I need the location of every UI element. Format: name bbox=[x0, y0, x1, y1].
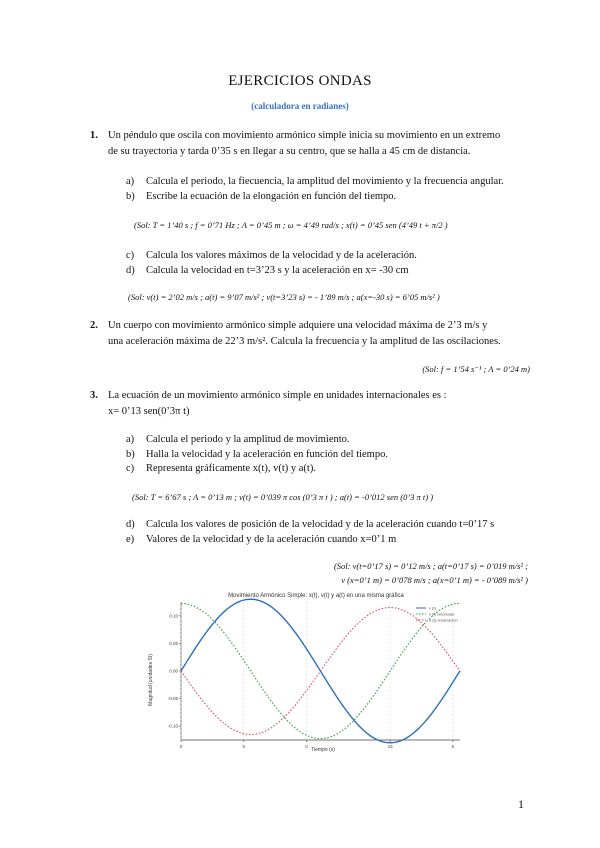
page-title: EJERCICIOS ONDAS bbox=[228, 73, 372, 89]
exercise-1-number: 1. bbox=[90, 130, 98, 141]
exercise-2-solution: (Sol: f = 1’54 s⁻¹ ; A = 0’24 m) bbox=[422, 364, 530, 374]
exercise-2-number: 2. bbox=[90, 320, 98, 331]
chart-ylabel: Magnitud (unidades SI) bbox=[148, 654, 154, 706]
legend-label: x (t) bbox=[429, 605, 436, 611]
exercise-3-line-1: La ecuación de un movimiento armónico simple en unidades internacionales es : bbox=[108, 390, 447, 401]
y-tick-label: -0.10 bbox=[167, 723, 178, 729]
y-tick-label: -0.05 bbox=[167, 696, 178, 702]
exercise-2-line-1: Un cuerpo con movimiento armónico simple adquiere una velocidad máxima de 2’3 m/s y bbox=[108, 320, 488, 331]
chart-title: Movimiento Armónico Simple: x(t), v(t) y a(t) en una misma gráfica bbox=[228, 593, 404, 599]
exercise-2-line-2: una aceleración máxima de 22’3 m/s². Calcula la frecuencia y la amplitud de las oscilaciones. bbox=[108, 336, 501, 347]
exercise-2-statement bbox=[108, 318, 528, 350]
exercise-1-statement bbox=[108, 128, 528, 160]
x-tick-label: 0 bbox=[305, 744, 308, 749]
x-tick-label: 0 bbox=[179, 744, 183, 749]
series-line-3 bbox=[181, 605, 460, 735]
exercise-1-solution-2: (Sol: v(t) = 2’02 m/s ; a(t) = 9’07 m/s² ; v(t=3’23 s) = - 1’89 m/s ; a(x=-30 s) = 6’05 m/s² ) bbox=[128, 292, 440, 302]
page-number: 1 bbox=[518, 797, 524, 811]
exercise-1-line-1: Un péndulo que oscila con movimiento armónico simple inicia su movimiento en un extremo bbox=[108, 130, 501, 141]
chart-plot-area bbox=[168, 599, 460, 749]
x-tick-label: 15 bbox=[387, 744, 393, 749]
x-tick-label: 5 bbox=[451, 744, 455, 749]
y-tick-label: 0.00 bbox=[169, 668, 178, 674]
page-subtitle: (calculadora en radianes) bbox=[251, 101, 349, 111]
exercise-3-line-2: x= 0’13 sen(0’3π t) bbox=[108, 406, 190, 417]
exercise-3-solution-2b: v (x=0’1 m) = 0’078 m/s ; a(x=0’1 m) = - 0’089 m/s² ) bbox=[341, 575, 528, 585]
exercise-3-solution-1: (Sol: T = 6’67 s ; A = 0’13 m ; v(t) = 0’039 π cos (0’3 π t ) ; a(t) = -0’012 sen (0’3 π t) ) bbox=[132, 492, 434, 502]
exercise-3-solution-2a: (Sol: v(t=0’17 s) = 0’12 m/s ; a(t=0’17 s) = 0’019 m/s² ; bbox=[333, 561, 528, 571]
chart-xlabel: Tiempo (s) bbox=[311, 747, 335, 753]
legend-label: v (t) velocidad bbox=[429, 611, 454, 617]
x-tick-label: 5 bbox=[242, 744, 246, 749]
y-tick-label: 0.10 bbox=[169, 613, 178, 619]
y-tick-label: 0.05 bbox=[169, 640, 178, 646]
exercise-3-number: 3. bbox=[90, 390, 98, 401]
exercise-3-statement bbox=[108, 388, 528, 420]
document-page: EJERCICIOS ONDAS (calculadora en radianes) 1. Un péndulo que oscila con movimiento armónico simple inicia su movimiento en un extremo de su trayectoria y tarda 0’35 s en llegar a su centro, que se halla a 45 cm de distancia. a) Calcula el periodo, la fiecuencia, la amplitud del movimiento y la frecuencia angular. b) Escribe la ecuación de la elongación en función del tiempo. (Sol: T = 1’40 s ; f = 0’71 Hz ; A = 0’45 m ; ω = 4’49 rad/s ; x(t) = 0’45 sen (4’49 t + π/2 ) c) Calcula los valores máximos de la velocidad y de la aceleración. d) Calcula la velocidad en t=3’23 s y la aceleración en x= -30 cm (Sol: v(t) = 2’02 m/s ; a(t) = 9’07 m/s² ; v(t=3’23 s) = - 1’89 m/s ; a(x=-30 s) = 6’05 m/s² ) 2. Un cuerpo con movimiento armónico simple adquiere una velocidad máxima de 2’3 m/s y una aceleración máxima de 22’3 m/s². Calcula la frecuencia y la amplitud de las oscilaciones. (Sol: f = 1’54 s⁻¹ ; A = 0’24 m) 3. La ecuación de un movimiento armónico simple en unidades internacionales es : x= 0’13 sen(0’3π t) a) Calcula el periodo y la amplitud de movimiento. b) Halla la velocidad y la aceleración en función del tiempo. c) Representa gráficamente x(t), v(t) y a(t). (Sol: T = 6’67 s ; A = 0’13 m ; v(t) = 0’039 π cos (0’3 π t ) ; a(t) = -0’012 sen (0’3 π t) ) d) Calcula los valores de posición de la velocidad y de la aceleración cuando t=0’17 s e) Valores de la velocidad y de la aceleración cuando x=0’1 m (Sol: v(t=0’17 s) = 0’12 m/s ; a(t=0’17 s) = 0’019 m/s² ; v (x=0’1 m) = 0’078 m/s ; a(x=0’1 m) = - 0’089 m/s² ) Movimiento Armónico Simple: x(t), v(t) y a(t) en una misma gráfica Magnitud (unidades SI) Tiempo (s) -0.10 -0.05 0.00 0.05 0.10 0 5 0 15 5 x (t) v (t) velocidad a (t) aceleración 1 bbox=[0, 0, 600, 848]
exercise-1-solution-1: (Sol: T = 1’40 s ; f = 0’71 Hz ; A = 0’45 m ; ω = 4’49 rad/s ; x(t) = 0’45 sen (4’49 t + π/2 ) bbox=[134, 220, 448, 230]
exercise-1-line-2: de su trayectoria y tarda 0’35 s en llegar a su centro, que se halla a 45 cm de distancia. bbox=[108, 146, 471, 157]
legend-label: a (t) aceleración bbox=[429, 617, 458, 623]
mas-chart bbox=[148, 588, 468, 753]
mas-chart-svg bbox=[148, 588, 468, 753]
